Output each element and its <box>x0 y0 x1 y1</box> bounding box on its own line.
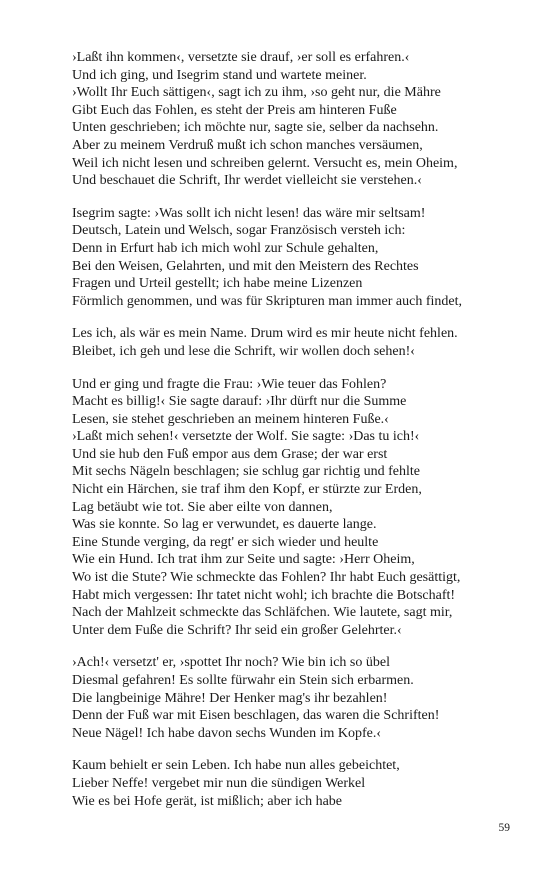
text-line: Nach der Mahlzeit schmeckte das Schläfchen. Wie lautete, sagt mir, <box>72 605 453 621</box>
text-line: Weil ich nicht lesen und schreiben gelernt. Versucht es, mein Oheim, <box>72 155 458 171</box>
text-line: Lag betäubt wie tot. Sie aber eilte von dannen, <box>72 499 333 515</box>
text-line: Und ich ging, und Isegrim stand und wartete meiner. <box>72 67 367 83</box>
text-line: Isegrim sagte: ›Was sollt ich nicht lesen! das wäre mir seltsam! <box>72 205 426 221</box>
text-line: Die langbeinige Mähre! Der Henker mag's ihr bezahlen! <box>72 690 388 706</box>
text-line: Fragen und Urteil gestellt; ich habe meine Lizenzen <box>72 276 363 292</box>
poem-text <box>72 49 512 825</box>
text-line: Denn in Erfurt hab ich mich wohl zur Schule gehalten, <box>72 240 379 256</box>
text-line: Gibt Euch das Fohlen, es steht der Preis am hinteren Fuße <box>72 102 397 118</box>
stanza <box>72 49 512 190</box>
text-line: Unter dem Fuße die Schrift? Ihr seid ein großer Gelehrter.‹ <box>72 622 402 638</box>
text-line: Denn der Fuß war mit Eisen beschlagen, das waren die Schriften! <box>72 708 440 724</box>
text-line: Und beschauet die Schrift, Ihr werdet vielleicht sie verstehen.‹ <box>72 173 422 189</box>
text-line: Deutsch, Latein und Welsch, sogar Französisch versteh ich: <box>72 223 406 239</box>
text-line: Nicht ein Härchen, sie traf ihm den Kopf, er stürzte zur Erden, <box>72 482 422 498</box>
page-number: 59 <box>498 822 510 834</box>
text-line: Was sie konnte. So lag er verwundet, es dauerte lange. <box>72 517 377 533</box>
text-line: ›Laßt ihn kommen‹, versetzte sie drauf, ›er soll es erfahren.‹ <box>72 50 410 65</box>
text-line: Bleibet, ich geh und lese die Schrift, wir wollen doch sehen!‹ <box>72 343 415 359</box>
stanza <box>72 205 512 311</box>
text-line: Habt mich vergessen: Ihr tatet nicht wohl; ich brachte die Botschaft! <box>72 587 456 603</box>
text-line: Kaum behielt er sein Leben. Ich habe nun alles gebeichtet, <box>72 758 400 774</box>
text-line: Lesen, sie stehet geschrieben an meinem hinteren Fuße.‹ <box>72 411 389 427</box>
text-line: Bei den Weisen, Gelahrten, und mit den Meistern des Rechtes <box>72 258 419 274</box>
text-line: ›Wollt Ihr Euch sättigen‹, sagt ich zu ihm, ›so geht nur, die Mähre <box>72 85 441 101</box>
stanza <box>72 654 512 742</box>
text-line: Les ich, als wär es mein Name. Drum wird es mir heute nicht fehlen. <box>72 326 458 342</box>
text-line: ›Ach!‹ versetzt' er, ›spottet Ihr noch? Wie bin ich so übel <box>72 655 390 671</box>
text-line: Und er ging und fragte die Frau: ›Wie teuer das Fohlen? <box>72 376 387 392</box>
text-line: Neue Nägel! Ich habe davon sechs Wunden im Kopfe.‹ <box>72 725 382 741</box>
text-line: Mit sechs Nägeln beschlagen; sie schlug gar richtig und fehlte <box>72 464 420 480</box>
stanza <box>72 325 512 360</box>
text-line: Macht es billig!‹ Sie sagte darauf: ›Ihr dürft nur die Summe <box>72 394 407 410</box>
text-line: ›Laßt mich sehen!‹ versetzte der Wolf. Sie sagte: ›Das tu ich!‹ <box>72 429 420 445</box>
text-line: Diesmal gefahren! Es sollte fürwahr ein Stein sich erbarmen. <box>72 673 414 688</box>
text-line: Förmlich genommen, und was für Skripturen man immer auch findet, <box>72 293 462 309</box>
text-line: Wie es bei Hofe gerät, ist mißlich; aber ich habe <box>72 793 342 809</box>
text-line: Wie ein Hund. Ich trat ihm zur Seite und sagte: ›Herr Oheim, <box>72 552 415 568</box>
stanza <box>72 757 512 810</box>
text-line: Lieber Neffe! vergebet mir nun die sündigen Werkel <box>72 775 366 791</box>
text-line: Wo ist die Stute? Wie schmeckte das Fohlen? Ihr habt Euch gesättigt, <box>72 570 461 586</box>
text-line: Aber zu meinem Verdruß mußt ich schon manches versäumen, <box>72 137 423 153</box>
text-line: Eine Stunde verging, da regt' er sich wieder und heulte <box>72 534 379 550</box>
text-line: Und sie hub den Fuß empor aus dem Grase; der war erst <box>72 446 388 462</box>
stanza <box>72 376 512 640</box>
text-line: Unten geschrieben; ich möchte nur, sagte sie, selber da nachsehn. <box>72 120 439 136</box>
